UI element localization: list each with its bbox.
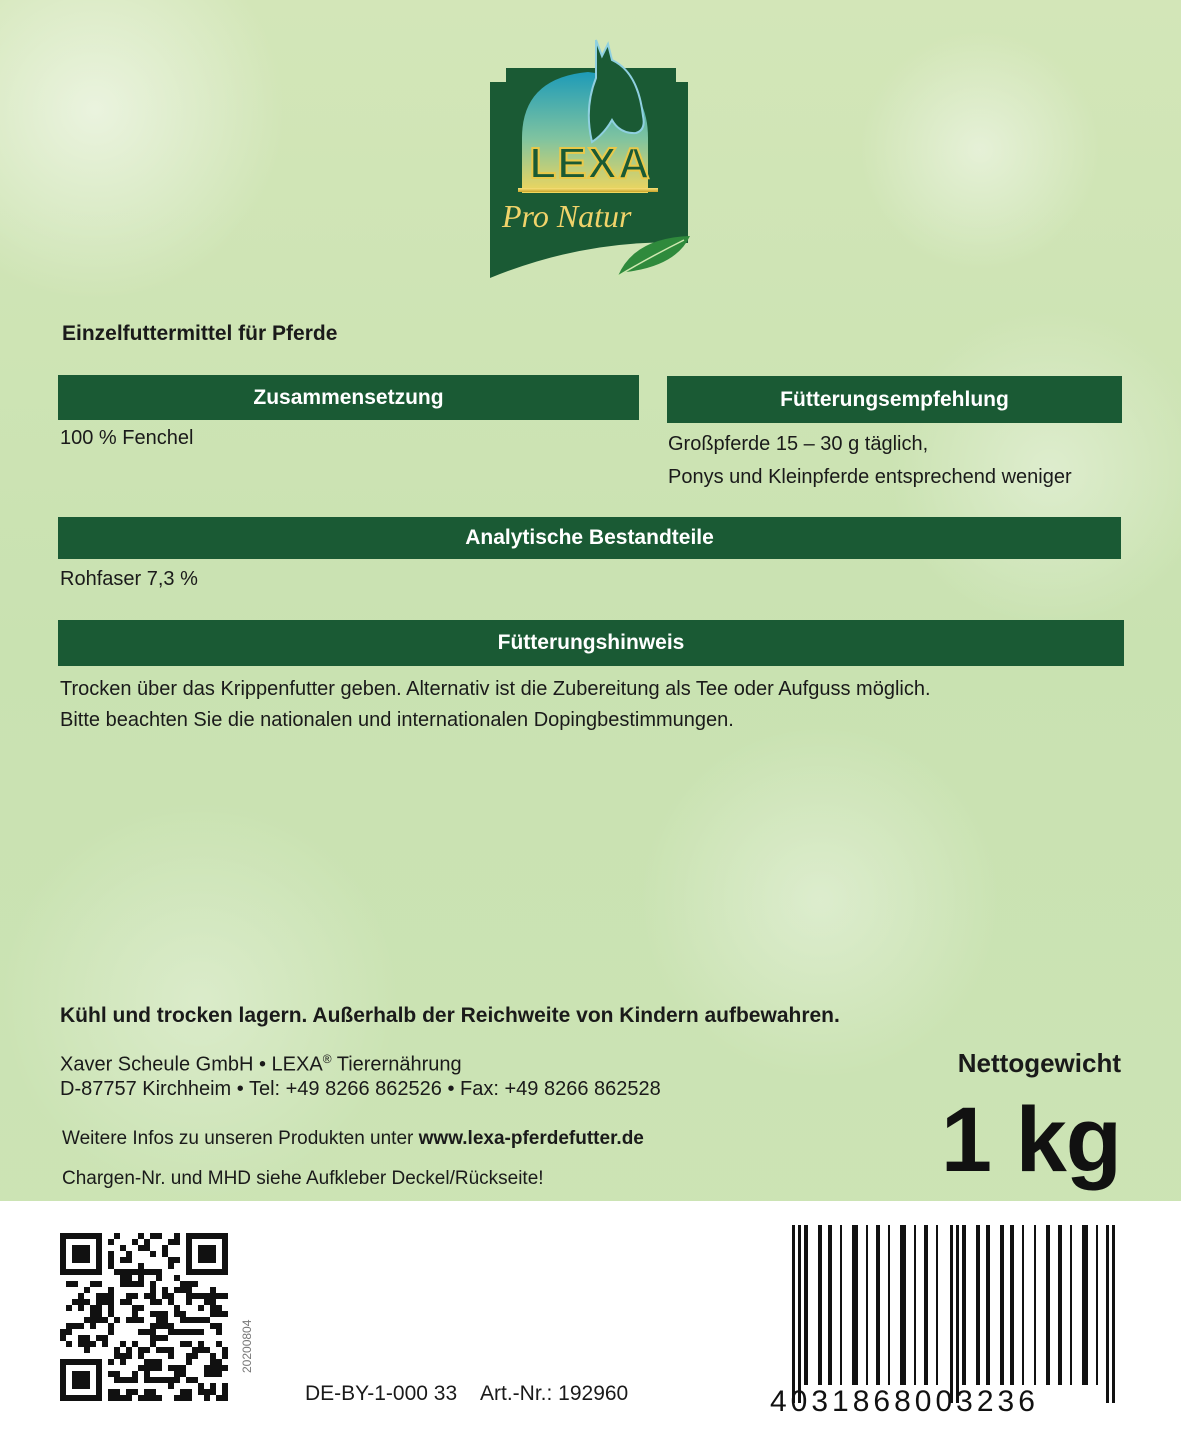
- company-suffix: Tierernährung: [331, 1053, 462, 1076]
- info-prefix: Weitere Infos zu unseren Produkten unter: [62, 1128, 419, 1149]
- ean-barcode: [770, 1225, 1120, 1415]
- recommendation-header: [667, 376, 1122, 423]
- analytical-title: Analytische Bestandteile: [465, 526, 714, 549]
- leaf-icon: [614, 232, 694, 278]
- composition-header: [58, 375, 639, 420]
- feeding-note-line-2: Bitte beachten Sie die nationalen und internationalen Dopingbestimmungen.: [60, 709, 734, 731]
- barcode-digits: 4031868003236: [770, 1385, 1039, 1415]
- registered-mark: ®: [322, 1052, 332, 1066]
- recommendation-line-1: Großpferde 15 – 30 g täglich,: [668, 433, 929, 455]
- analytical-text: Rohfaser 7,3 %: [60, 568, 198, 590]
- feeding-note-header: [58, 620, 1124, 666]
- feeding-note-line-1: Trocken über das Krippenfutter geben. Alternativ ist die Zubereitung als Tee oder Aufguss möglich.: [60, 678, 931, 700]
- composition-text: 100 % Fenchel: [60, 427, 194, 449]
- net-weight-value: 1 kg: [940, 1089, 1121, 1191]
- website-link[interactable]: www.lexa-pferdefutter.de: [418, 1128, 644, 1149]
- date-code: 20200804: [240, 1319, 254, 1373]
- barcode-bars: [792, 1225, 1115, 1403]
- brand-line: Pro Natur: [502, 198, 632, 234]
- storage-instructions: Kühl und trocken lagern. Außerhalb der Reichweite von Kindern aufbewahren.: [60, 1004, 840, 1027]
- company-line-2: D-87757 Kirchheim • Tel: +49 8266 862526 • Fax: +49 8266 862528: [60, 1078, 661, 1100]
- recommendation-title: Fütterungsempfehlung: [780, 387, 1009, 411]
- analytical-header: [58, 517, 1121, 559]
- qr-code: [60, 1233, 228, 1401]
- composition-title: Zusammensetzung: [253, 385, 444, 409]
- feeding-note-title: Fütterungshinweis: [497, 631, 685, 654]
- company-name: Xaver Scheule GmbH • LEXA: [60, 1053, 323, 1076]
- registration-number: DE-BY-1-000 33: [305, 1382, 458, 1405]
- brand-name: LEXA: [529, 139, 651, 188]
- article-number: Art.-Nr.: 192960: [480, 1382, 629, 1405]
- recommendation-line-2: Ponys und Kleinpferde entsprechend weniger: [668, 466, 1072, 488]
- net-weight-label: Nettogewicht: [957, 1048, 1121, 1078]
- product-type: Einzelfuttermittel für Pferde: [62, 322, 338, 345]
- batch-note: Chargen-Nr. und MHD siehe Aufkleber Deckel/Rückseite!: [62, 1168, 544, 1189]
- info-line: [62, 1123, 644, 1155]
